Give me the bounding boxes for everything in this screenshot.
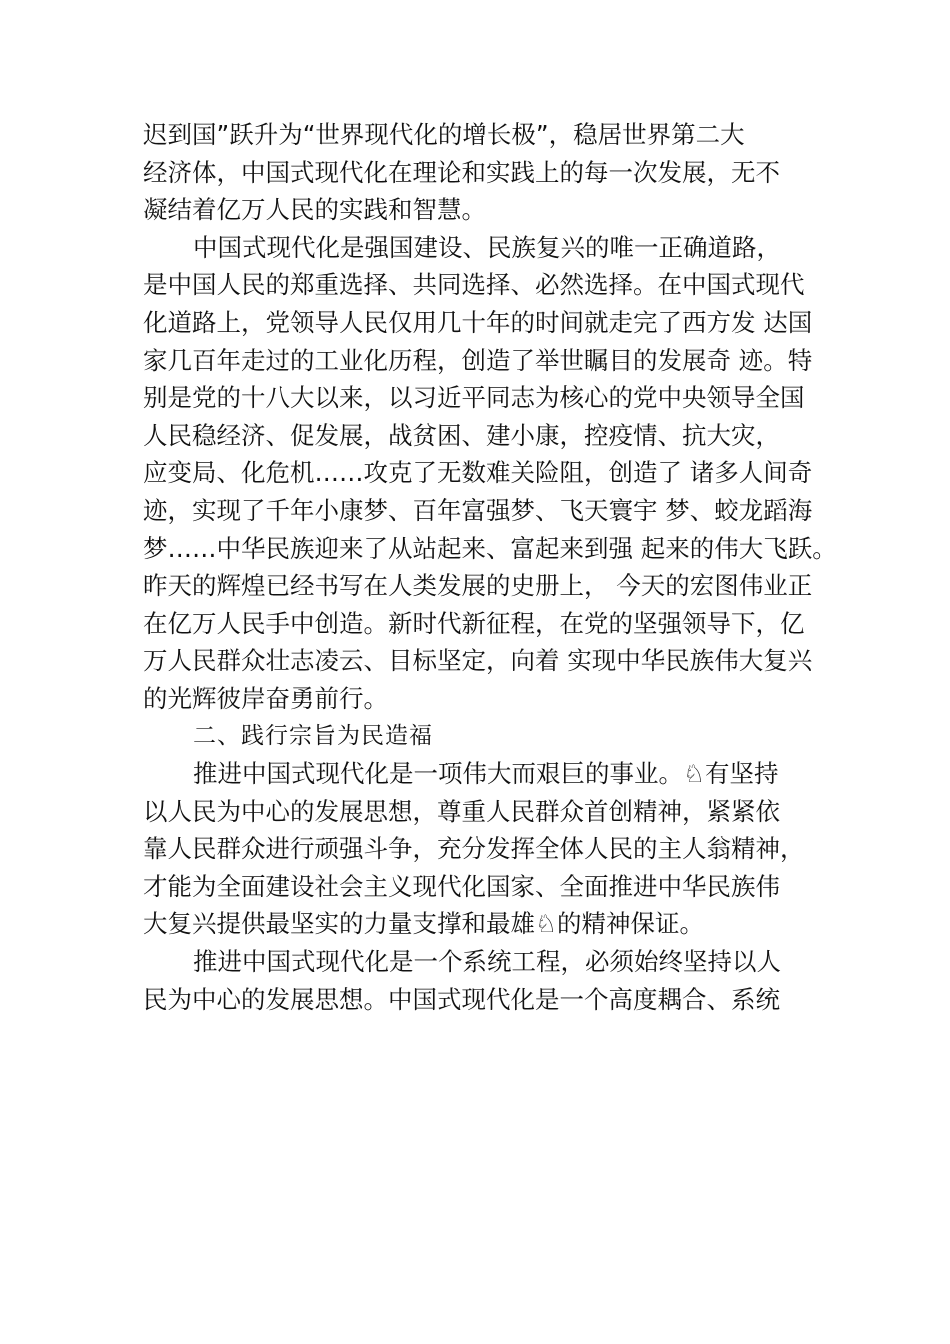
text-line: 中国式现代化是强国建设、民族复兴的唯一正确道路， (193, 232, 781, 262)
text-line: 梦……中华民族迎来了从站起来、富起来到强 起来的伟大飞跃。 (143, 533, 837, 563)
text-line: 家几百年走过的工业化历程，创造了举世瞩目的发展奇 迹。特 (143, 345, 813, 375)
text-line: 在亿万人民手中创造。新时代新征程，在党的坚强领导下，亿 (143, 608, 805, 638)
text-line: 别是党的十八大以来，以习近平同志为核心的党中央领导全国 (143, 383, 805, 413)
text-line: 以人民为中心的发展思想，尊重人民群众首创精神，紧紧依 (143, 796, 780, 826)
text-line: 应变局、化危机……攻克了无数难关险阻，创造了 诸多人间奇 (143, 458, 813, 488)
text-line: 万人民群众壮志凌云、目标坚定，向着 实现中华民族伟大复兴 (143, 646, 813, 676)
text-line: 人民稳经济、促发展，战贫困、建小康，控疫情、抗大灾， (143, 420, 780, 450)
paragraph-3 (143, 755, 843, 943)
text-line: 民为中心的发展思想。中国式现代化是一个高度耦合、系统 (143, 984, 780, 1014)
text-line: 化道路上，党领导人民仅用几十年的时间就走完了西方发 达国 (143, 307, 813, 337)
paragraph-1 (143, 116, 843, 229)
text-line: 凝结着亿万人民的实践和智慧。 (143, 195, 486, 225)
text-line: 靠人民群众进行顽强斗争，充分发挥全体人民的主人翁精神， (143, 834, 805, 864)
text-line: 昨天的辉煌已经书写在人类发展的史册上， 今天的宏图伟业正 (143, 571, 813, 601)
text-line: 迟到国”跃升为“世界现代化的增长极”，稳居世界第二大 (143, 120, 745, 149)
document-body (143, 116, 843, 1018)
text-line: 推进中国式现代化是一个系统工程，必须始终坚持以人 (193, 947, 781, 977)
paragraph-2 (143, 229, 843, 718)
section-heading-text: 二、践行宗旨为民造福 (193, 722, 433, 749)
text-line: 才能为全面建设社会主义现代化国家、全面推进中华民族伟 (143, 871, 780, 901)
section-heading (143, 718, 843, 756)
text-line: 推进中国式现代化是一项伟大而艰巨的事业。♘有坚持 (193, 759, 779, 789)
text-line: 是中国人民的郑重选择、共同选择、必然选择。在中国式现代 (143, 270, 805, 300)
text-line: 的光辉彼岸奋勇前行。 (143, 683, 388, 713)
text-line: 迹，实现了千年小康梦、百年富强梦、飞天寰宇 梦、蛟龙蹈海 (143, 495, 813, 525)
text-line: 经济体，中国式现代化在理论和实践上的每一次发展，无不 (143, 157, 780, 187)
paragraph-4 (143, 943, 843, 1018)
text-line: 大复兴提供最坚实的力量支撑和最雄♘的精神保证。 (143, 909, 704, 939)
